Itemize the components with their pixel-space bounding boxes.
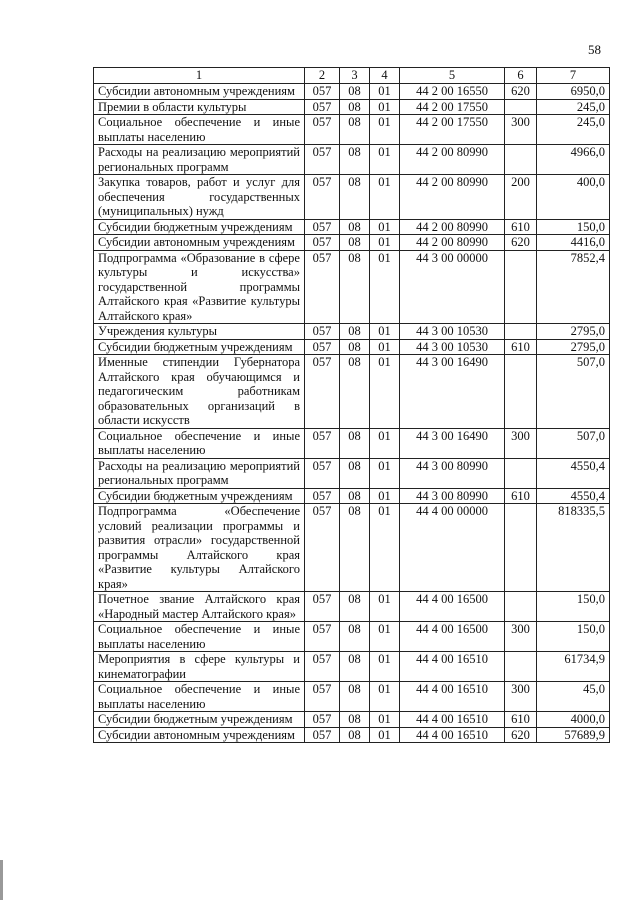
table-row (94, 712, 610, 728)
table-row (94, 339, 610, 355)
header-col-5: 5 (400, 68, 505, 84)
header-col-7: 7 (537, 68, 610, 84)
cell-subsection: 01 (370, 458, 400, 488)
cell-amount: 4000,0 (537, 712, 610, 728)
cell-expense-type: 620 (505, 727, 537, 743)
cell-subsection: 01 (370, 219, 400, 235)
cell-amount: 57689,9 (537, 727, 610, 743)
cell-name: Субсидии автономным учреждениям (94, 727, 305, 743)
cell-target-item: 44 2 00 80990 (400, 145, 505, 175)
cell-name: Учреждения культуры (94, 324, 305, 340)
cell-target-item: 44 4 00 16510 (400, 712, 505, 728)
cell-section: 08 (340, 622, 370, 652)
table-row (94, 219, 610, 235)
table-row (94, 115, 610, 145)
cell-expense-type: 300 (505, 115, 537, 145)
cell-section: 08 (340, 339, 370, 355)
cell-subsection: 01 (370, 488, 400, 504)
cell-subsection: 01 (370, 175, 400, 220)
cell-amount: 150,0 (537, 219, 610, 235)
cell-expense-type: 200 (505, 175, 537, 220)
cell-target-item: 44 2 00 80990 (400, 175, 505, 220)
cell-target-item: 44 3 00 80990 (400, 488, 505, 504)
table-row (94, 592, 610, 622)
table-row (94, 355, 610, 429)
cell-section: 08 (340, 145, 370, 175)
cell-target-item: 44 3 00 16490 (400, 428, 505, 458)
cell-ministry-code: 057 (305, 84, 340, 100)
cell-target-item: 44 4 00 16510 (400, 652, 505, 682)
cell-expense-type: 300 (505, 682, 537, 712)
cell-ministry-code: 057 (305, 712, 340, 728)
cell-name: Субсидии автономным учреждениям (94, 84, 305, 100)
cell-target-item: 44 3 00 16490 (400, 355, 505, 429)
cell-name: Субсидии автономным учреждениям (94, 235, 305, 251)
table-header-row (94, 68, 610, 84)
cell-ministry-code: 057 (305, 488, 340, 504)
cell-amount: 2795,0 (537, 339, 610, 355)
cell-name: Подпрограмма «Образование в сфере культуры и искусства» государственной программы Алтайского края «Развитие культуры Алтайского края» (94, 250, 305, 324)
cell-section: 08 (340, 682, 370, 712)
cell-name: Подпрограмма «Обеспечение условий реализации программы и развития отрасли» государственной программы Алтайского края «Развитие культуры Алтайского края» (94, 504, 305, 592)
cell-name: Закупка товаров, работ и услуг для обеспечения государственных (муниципальных) нужд (94, 175, 305, 220)
cell-name: Социальное обеспечение и иные выплаты населению (94, 115, 305, 145)
cell-ministry-code: 057 (305, 235, 340, 251)
cell-expense-type (505, 145, 537, 175)
cell-section: 08 (340, 712, 370, 728)
table-row (94, 682, 610, 712)
header-col-6: 6 (505, 68, 537, 84)
cell-section: 08 (340, 175, 370, 220)
page-number: 58 (588, 42, 601, 57)
cell-section: 08 (340, 250, 370, 324)
table-row (94, 84, 610, 100)
cell-subsection: 01 (370, 145, 400, 175)
cell-ministry-code: 057 (305, 652, 340, 682)
cell-amount: 507,0 (537, 355, 610, 429)
cell-name: Именные стипендии Губернатора Алтайского края обучающимся и педагогическим работникам образовательных организаций в области искусств (94, 355, 305, 429)
cell-section: 08 (340, 84, 370, 100)
cell-subsection: 01 (370, 235, 400, 251)
cell-expense-type (505, 250, 537, 324)
cell-amount: 507,0 (537, 428, 610, 458)
cell-section: 08 (340, 99, 370, 115)
table-row (94, 488, 610, 504)
cell-target-item: 44 4 00 00000 (400, 504, 505, 592)
cell-expense-type: 610 (505, 712, 537, 728)
cell-amount: 4550,4 (537, 488, 610, 504)
cell-target-item: 44 3 00 00000 (400, 250, 505, 324)
table-row (94, 458, 610, 488)
table-row (94, 145, 610, 175)
cell-section: 08 (340, 324, 370, 340)
cell-expense-type: 610 (505, 339, 537, 355)
cell-subsection: 01 (370, 622, 400, 652)
cell-amount: 61734,9 (537, 652, 610, 682)
cell-ministry-code: 057 (305, 175, 340, 220)
cell-target-item: 44 4 00 16510 (400, 682, 505, 712)
table-row (94, 622, 610, 652)
cell-amount: 2795,0 (537, 324, 610, 340)
table-row (94, 652, 610, 682)
cell-expense-type (505, 458, 537, 488)
cell-section: 08 (340, 504, 370, 592)
cell-expense-type (505, 652, 537, 682)
cell-amount: 245,0 (537, 115, 610, 145)
cell-ministry-code: 057 (305, 682, 340, 712)
cell-name: Расходы на реализацию мероприятий региональных программ (94, 145, 305, 175)
cell-subsection: 01 (370, 504, 400, 592)
cell-subsection: 01 (370, 339, 400, 355)
cell-target-item: 44 2 00 16550 (400, 84, 505, 100)
cell-ministry-code: 057 (305, 339, 340, 355)
cell-section: 08 (340, 428, 370, 458)
cell-subsection: 01 (370, 115, 400, 145)
cell-section: 08 (340, 235, 370, 251)
cell-expense-type: 610 (505, 219, 537, 235)
cell-subsection: 01 (370, 355, 400, 429)
header-col-1: 1 (94, 68, 305, 84)
cell-ministry-code: 057 (305, 458, 340, 488)
cell-ministry-code: 057 (305, 219, 340, 235)
cell-target-item: 44 3 00 10530 (400, 324, 505, 340)
cell-name: Субсидии бюджетным учреждениям (94, 712, 305, 728)
budget-table-container (93, 67, 609, 743)
table-row (94, 175, 610, 220)
header-col-2: 2 (305, 68, 340, 84)
cell-expense-type: 620 (505, 84, 537, 100)
cell-expense-type: 620 (505, 235, 537, 251)
cell-section: 08 (340, 355, 370, 429)
cell-section: 08 (340, 115, 370, 145)
cell-name: Субсидии бюджетным учреждениям (94, 219, 305, 235)
cell-section: 08 (340, 219, 370, 235)
cell-subsection: 01 (370, 428, 400, 458)
budget-table (93, 67, 610, 743)
cell-expense-type (505, 504, 537, 592)
table-row (94, 324, 610, 340)
cell-amount: 6950,0 (537, 84, 610, 100)
cell-ministry-code: 057 (305, 428, 340, 458)
cell-amount: 45,0 (537, 682, 610, 712)
cell-amount: 150,0 (537, 592, 610, 622)
cell-amount: 7852,4 (537, 250, 610, 324)
cell-subsection: 01 (370, 99, 400, 115)
table-row (94, 235, 610, 251)
cell-amount: 400,0 (537, 175, 610, 220)
cell-subsection: 01 (370, 592, 400, 622)
cell-name: Мероприятия в сфере культуры и кинематографии (94, 652, 305, 682)
cell-section: 08 (340, 488, 370, 504)
cell-subsection: 01 (370, 84, 400, 100)
table-body (94, 84, 610, 743)
cell-subsection: 01 (370, 682, 400, 712)
cell-target-item: 44 2 00 17550 (400, 115, 505, 145)
header-col-4: 4 (370, 68, 400, 84)
cell-amount: 818335,5 (537, 504, 610, 592)
cell-ministry-code: 057 (305, 504, 340, 592)
cell-subsection: 01 (370, 652, 400, 682)
cell-target-item: 44 2 00 80990 (400, 235, 505, 251)
cell-expense-type (505, 592, 537, 622)
cell-name: Расходы на реализацию мероприятий региональных программ (94, 458, 305, 488)
cell-section: 08 (340, 652, 370, 682)
cell-name: Социальное обеспечение и иные выплаты населению (94, 682, 305, 712)
cell-amount: 4416,0 (537, 235, 610, 251)
cell-expense-type: 300 (505, 622, 537, 652)
cell-name: Субсидии бюджетным учреждениям (94, 339, 305, 355)
cell-target-item: 44 3 00 10530 (400, 339, 505, 355)
cell-amount: 150,0 (537, 622, 610, 652)
cell-ministry-code: 057 (305, 250, 340, 324)
cell-ministry-code: 057 (305, 592, 340, 622)
table-row (94, 250, 610, 324)
cell-ministry-code: 057 (305, 727, 340, 743)
cell-ministry-code: 057 (305, 99, 340, 115)
cell-name: Субсидии бюджетным учреждениям (94, 488, 305, 504)
cell-name: Премии в области культуры (94, 99, 305, 115)
cell-ministry-code: 057 (305, 622, 340, 652)
cell-name: Почетное звание Алтайского края «Народный мастер Алтайского края» (94, 592, 305, 622)
cell-target-item: 44 2 00 17550 (400, 99, 505, 115)
cell-target-item: 44 4 00 16500 (400, 592, 505, 622)
cell-name: Социальное обеспечение и иные выплаты населению (94, 428, 305, 458)
cell-target-item: 44 2 00 80990 (400, 219, 505, 235)
scan-edge-mark (0, 860, 3, 900)
table-row (94, 428, 610, 458)
cell-target-item: 44 4 00 16510 (400, 727, 505, 743)
cell-section: 08 (340, 458, 370, 488)
cell-target-item: 44 3 00 80990 (400, 458, 505, 488)
cell-expense-type: 300 (505, 428, 537, 458)
cell-amount: 4966,0 (537, 145, 610, 175)
table-row (94, 504, 610, 592)
table-row (94, 99, 610, 115)
cell-subsection: 01 (370, 727, 400, 743)
cell-ministry-code: 057 (305, 115, 340, 145)
cell-ministry-code: 057 (305, 324, 340, 340)
cell-expense-type: 610 (505, 488, 537, 504)
cell-subsection: 01 (370, 250, 400, 324)
cell-ministry-code: 057 (305, 355, 340, 429)
table-row (94, 727, 610, 743)
cell-expense-type (505, 99, 537, 115)
cell-subsection: 01 (370, 712, 400, 728)
cell-amount: 245,0 (537, 99, 610, 115)
cell-amount: 4550,4 (537, 458, 610, 488)
cell-ministry-code: 057 (305, 145, 340, 175)
cell-expense-type (505, 324, 537, 340)
cell-section: 08 (340, 592, 370, 622)
cell-target-item: 44 4 00 16500 (400, 622, 505, 652)
cell-expense-type (505, 355, 537, 429)
cell-section: 08 (340, 727, 370, 743)
cell-subsection: 01 (370, 324, 400, 340)
header-col-3: 3 (340, 68, 370, 84)
cell-name: Социальное обеспечение и иные выплаты населению (94, 622, 305, 652)
